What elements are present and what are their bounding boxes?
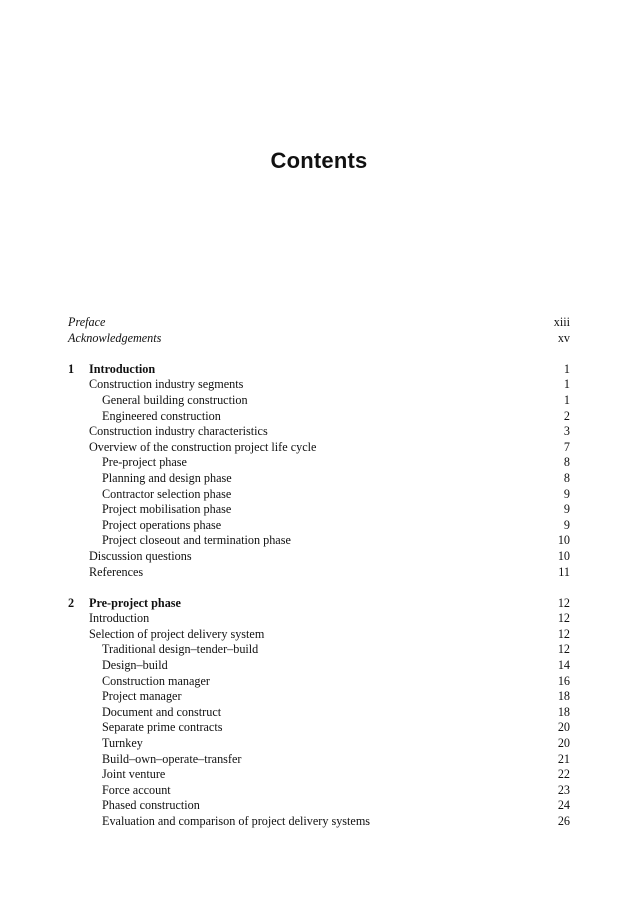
subsection-row — [68, 736, 570, 752]
entry-page: 8 — [563, 470, 570, 485]
subsection-row — [68, 487, 570, 503]
entry-label: Preface — [68, 315, 106, 329]
subsection-row — [68, 658, 570, 674]
entry-label: Project mobilisation phase — [102, 502, 232, 517]
chapter-number: 2 — [68, 595, 75, 610]
entry-label: Force account — [102, 782, 171, 797]
entry-page: 14 — [557, 658, 570, 673]
entry-page: 9 — [563, 517, 570, 532]
entry-page: xiii — [553, 315, 570, 329]
spacer — [68, 580, 570, 596]
entry-label: Construction manager — [102, 673, 210, 688]
entry-page: xv — [557, 330, 570, 345]
entry-page: 21 — [557, 751, 570, 766]
subsection-row — [68, 783, 570, 799]
entry-page: 12 — [557, 642, 570, 657]
entry-label: Construction industry characteristics — [89, 424, 268, 439]
subsection-row — [68, 767, 570, 783]
entry-label: Project manager — [102, 689, 182, 704]
entry-page: 20 — [557, 736, 570, 751]
entry-page: 12 — [557, 626, 570, 641]
entry-page: 10 — [557, 533, 570, 548]
entry-label: Introduction — [89, 611, 150, 626]
chapter-row — [68, 596, 570, 612]
entry-label: Turnkey — [102, 736, 143, 751]
entry-page: 18 — [557, 689, 570, 704]
section-row — [68, 611, 570, 627]
entry-label: Design–build — [102, 658, 168, 673]
subsection-row — [68, 471, 570, 487]
entry-page: 10 — [557, 548, 570, 563]
subsection-row — [68, 720, 570, 736]
entry-label: Planning and design phase — [102, 470, 232, 485]
section-row — [68, 424, 570, 440]
entry-page: 1 — [563, 361, 570, 376]
section-row — [68, 627, 570, 643]
entry-page: 16 — [557, 673, 570, 688]
entry-page: 3 — [563, 424, 570, 439]
subsection-row — [68, 752, 570, 768]
entry-label: Pre-project phase — [89, 595, 181, 610]
entry-label: Contractor selection phase — [102, 486, 232, 501]
chapter-number: 1 — [68, 361, 75, 376]
entry-label: Discussion questions — [89, 548, 192, 563]
entry-label: Pre-project phase — [102, 455, 187, 470]
subsection-row — [68, 455, 570, 471]
subsection-row — [68, 533, 570, 549]
subsection-row — [68, 798, 570, 814]
entry-label: Acknowledgements — [68, 330, 162, 345]
page-title: Contents — [270, 148, 368, 173]
entry-page: 23 — [557, 782, 570, 797]
entry-label: Joint venture — [102, 767, 166, 782]
entry-label: Separate prime contracts — [102, 720, 223, 735]
entry-label: Construction industry segments — [89, 377, 244, 392]
table-of-contents — [68, 315, 570, 830]
front-matter-row — [68, 331, 570, 347]
entry-page: 20 — [557, 720, 570, 735]
entry-label: General building construction — [102, 392, 248, 407]
section-row — [68, 440, 570, 456]
subsection-row — [68, 502, 570, 518]
chapter-row — [68, 362, 570, 378]
entry-label: Build–own–operate–transfer — [102, 751, 242, 766]
entry-page: 7 — [563, 439, 570, 454]
entry-page: 22 — [557, 767, 570, 782]
entry-page: 12 — [557, 611, 570, 626]
subsection-row — [68, 409, 570, 425]
front-matter-row — [68, 315, 570, 331]
subsection-row — [68, 393, 570, 409]
section-row — [68, 549, 570, 565]
entry-page: 2 — [563, 408, 570, 423]
section-row — [68, 377, 570, 393]
entry-page: 12 — [557, 595, 570, 610]
subsection-row — [68, 689, 570, 705]
entry-label: Overview of the construction project life cycle — [89, 439, 317, 454]
entry-label: Traditional design–tender–build — [102, 642, 259, 657]
spacer — [68, 346, 570, 362]
entry-label: Project operations phase — [102, 517, 222, 532]
entry-page: 8 — [563, 455, 570, 470]
section-row — [68, 565, 570, 581]
entry-label: Document and construct — [102, 704, 222, 719]
entry-label: Introduction — [89, 361, 156, 376]
subsection-row — [68, 814, 570, 830]
subsection-row — [68, 518, 570, 534]
entry-label: Selection of project delivery system — [89, 626, 265, 641]
entry-page: 1 — [563, 377, 570, 392]
entry-label: References — [89, 564, 144, 579]
entry-page: 9 — [563, 486, 570, 501]
entry-label: Engineered construction — [102, 408, 221, 423]
entry-page: 11 — [558, 564, 570, 579]
entry-page: 1 — [563, 392, 570, 407]
entry-label: Project closeout and termination phase — [102, 533, 291, 548]
entry-page: 18 — [557, 704, 570, 719]
subsection-row — [68, 642, 570, 658]
entry-page: 24 — [557, 798, 570, 813]
subsection-row — [68, 674, 570, 690]
entry-label: Evaluation and comparison of project delivery systems — [102, 814, 371, 828]
entry-page: 9 — [563, 502, 570, 517]
entry-page: 26 — [557, 814, 570, 828]
entry-label: Phased construction — [102, 798, 200, 813]
subsection-row — [68, 705, 570, 721]
